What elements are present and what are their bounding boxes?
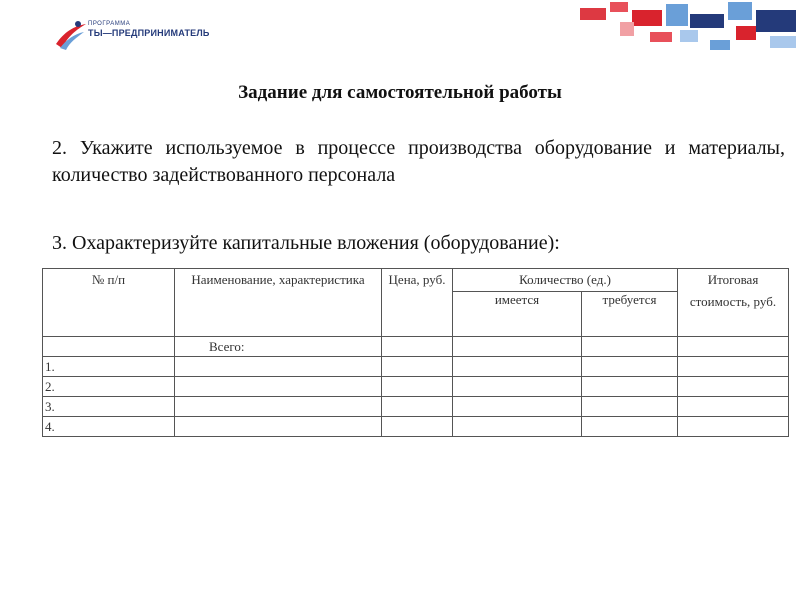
header-name: Наименование, характеристика [175,269,382,337]
logo-big-text: ТЫ—ПРЕДПРИНИМАТЕЛЬ [88,28,210,38]
header-has: имеется [453,292,582,337]
row-number: 3. [43,397,175,417]
header-total: Итоговая стоимость, руб. [678,269,789,337]
page-title: Задание для самостоятельной работы [238,82,562,103]
program-logo [54,18,254,52]
header-num: № п/п [43,269,175,337]
header-qty: Количество (ед.) [453,269,678,292]
header-needed: требуется [582,292,678,337]
logo-swoosh-icon [54,18,88,52]
task-2-text: 2. Укажите используемое в процессе производства оборудование и материалы, количество задействованного персонала [52,137,785,186]
capital-investments-table [42,268,789,437]
task-3-text: 3. Охарактеризуйте капитальные вложения (оборудование): [52,232,560,254]
row-number: 1. [43,357,175,377]
table-header-row [43,269,789,292]
table-row [43,377,789,397]
decorative-blocks [560,0,800,56]
table-total-row [43,337,789,357]
row-number: 2. [43,377,175,397]
header-price: Цена, руб. [382,269,453,337]
table-row [43,357,789,377]
row-number: 4. [43,417,175,437]
header-banner [0,0,800,58]
table-row [43,397,789,417]
table-row [43,417,789,437]
total-label: Всего: [175,337,382,357]
logo-small-text: ПРОГРАММА [88,21,131,27]
